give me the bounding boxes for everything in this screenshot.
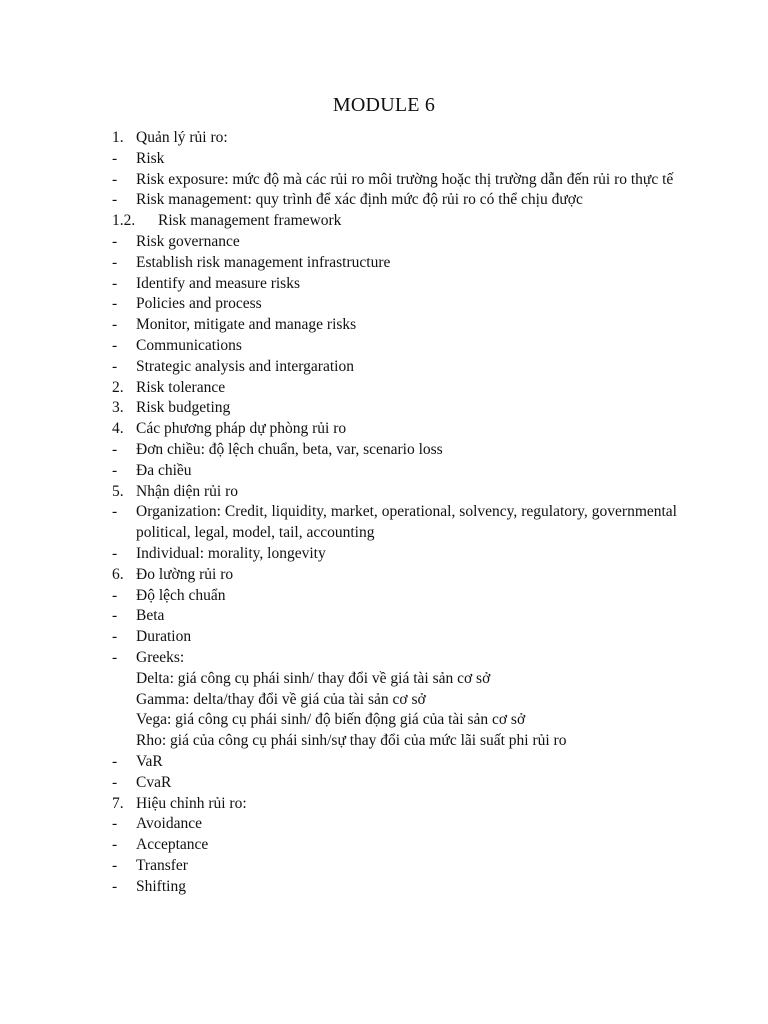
numbered-heading [112, 794, 677, 815]
line-text: Delta: giá công cụ phái sinh/ thay đổi về giá tài sản cơ sở [136, 669, 491, 687]
list-marker: 4. [112, 420, 124, 438]
bullet-item [112, 606, 677, 627]
bullet-item [112, 502, 677, 544]
bullet-item [112, 315, 677, 336]
list-marker: - [112, 815, 118, 833]
line-text: Risk budgeting [136, 399, 231, 417]
line-text: Establish risk management infrastructure [136, 253, 391, 271]
sub-line [112, 669, 677, 690]
list-marker: - [112, 232, 118, 250]
document-body [112, 128, 677, 897]
line-text: Strategic analysis and intergaration [136, 357, 354, 375]
line-text: Individual: morality, longevity [136, 544, 326, 562]
list-marker: - [112, 357, 118, 375]
list-marker: - [112, 856, 118, 874]
numbered-heading [112, 398, 677, 419]
bullet-item [112, 627, 677, 648]
list-marker: - [112, 586, 118, 604]
bullet-item [112, 773, 677, 794]
list-marker: - [112, 440, 118, 458]
page-title: MODULE 6 [332, 94, 436, 116]
bullet-item [112, 170, 677, 191]
line-text: Duration [136, 628, 192, 646]
bullet-item [112, 253, 677, 274]
numbered-heading [112, 565, 677, 586]
list-marker: - [112, 607, 118, 625]
line-text: Nhận diện rủi ro [136, 482, 239, 500]
line-text: Quản lý rủi ro: [136, 129, 228, 146]
list-marker: - [112, 503, 118, 521]
list-marker: - [112, 544, 118, 562]
sub-line [112, 710, 677, 731]
line-text: Identify and measure risks [136, 274, 300, 292]
sub-line [112, 690, 677, 711]
list-marker: - [112, 461, 118, 479]
list-marker: - [112, 191, 118, 209]
bullet-item [112, 190, 677, 211]
bullet-item [112, 752, 677, 773]
line-text: Đo lường rủi ro [136, 565, 234, 583]
list-marker: - [112, 752, 118, 770]
line-text: Đa chiều [136, 461, 192, 479]
line-text: Các phương pháp dự phòng rủi ro [136, 420, 347, 438]
line-text: Transfer [136, 856, 188, 874]
list-marker: - [112, 648, 118, 666]
line-text: Risk management framework [158, 212, 342, 230]
bullet-item [112, 856, 677, 877]
list-marker: - [112, 628, 118, 646]
bullet-item [112, 336, 677, 357]
line-text: Risk tolerance [136, 378, 226, 396]
line-text: Organization: Credit, liquidity, market, operational, solvency, regulatory, governmental political, legal, model, tail, accounting [136, 503, 677, 542]
bullet-item [112, 648, 677, 669]
line-text: Đơn chiều: độ lệch chuẩn, beta, var, scenario loss [136, 440, 443, 458]
line-text: Hiệu chỉnh rủi ro: [136, 794, 247, 812]
bullet-item [112, 274, 677, 295]
bullet-item [112, 294, 677, 315]
line-text: Gamma: delta/thay đổi về giá của tài sản cơ sở [136, 690, 426, 708]
line-text: CvaR [136, 773, 172, 791]
numbered-heading [112, 482, 677, 503]
list-marker: 6. [112, 565, 124, 583]
line-text: Risk exposure: mức độ mà các rủi ro môi trường hoặc thị trường dẫn đến rủi ro thực tế [136, 170, 674, 188]
bullet-item [112, 232, 677, 253]
line-text: Communications [136, 336, 242, 354]
line-text: Monitor, mitigate and manage risks [136, 316, 357, 334]
line-text: Độ lệch chuẩn [136, 586, 226, 604]
bullet-item [112, 544, 677, 565]
bullet-item [112, 877, 677, 898]
bullet-item [112, 357, 677, 378]
numbered-heading [112, 378, 677, 399]
line-text: Acceptance [136, 836, 209, 854]
line-text: Greeks: [136, 648, 185, 666]
bullet-item [112, 814, 677, 835]
line-text: Policies and process [136, 295, 262, 313]
list-marker: - [112, 274, 118, 292]
list-marker: - [112, 836, 118, 854]
list-marker: 1.2. [112, 212, 136, 230]
bullet-item [112, 149, 677, 170]
line-text: Avoidance [136, 815, 202, 833]
line-text: Rho: giá của công cụ phái sinh/sự thay đổi của mức lãi suất phi rủi ro [136, 732, 567, 750]
list-marker: - [112, 295, 118, 313]
line-text: Beta [136, 607, 165, 625]
numbered-heading [112, 211, 677, 232]
list-marker: - [112, 336, 118, 354]
list-marker: - [112, 773, 118, 791]
list-marker: 3. [112, 399, 124, 417]
line-text: Risk [136, 149, 165, 167]
bullet-item [112, 440, 677, 461]
line-text: Shifting [136, 877, 186, 895]
line-text: Risk management: quy trình để xác định mức độ rủi ro có thể chịu được [136, 191, 583, 209]
list-marker: 2. [112, 378, 124, 396]
list-marker: - [112, 149, 118, 167]
bullet-item [112, 835, 677, 856]
list-marker: - [112, 877, 118, 895]
list-marker: 5. [112, 482, 124, 500]
bullet-item [112, 461, 677, 482]
sub-line [112, 731, 677, 752]
list-marker: 1. [112, 129, 124, 146]
list-marker: 7. [112, 794, 124, 812]
list-marker: - [112, 170, 118, 188]
list-marker: - [112, 316, 118, 334]
line-text: Risk governance [136, 232, 240, 250]
bullet-item [112, 586, 677, 607]
line-text: VaR [136, 752, 163, 770]
numbered-heading [112, 128, 677, 149]
list-marker: - [112, 253, 118, 271]
line-text: Vega: giá công cụ phái sinh/ độ biến động giá của tài sản cơ sở [136, 711, 526, 729]
numbered-heading [112, 419, 677, 440]
